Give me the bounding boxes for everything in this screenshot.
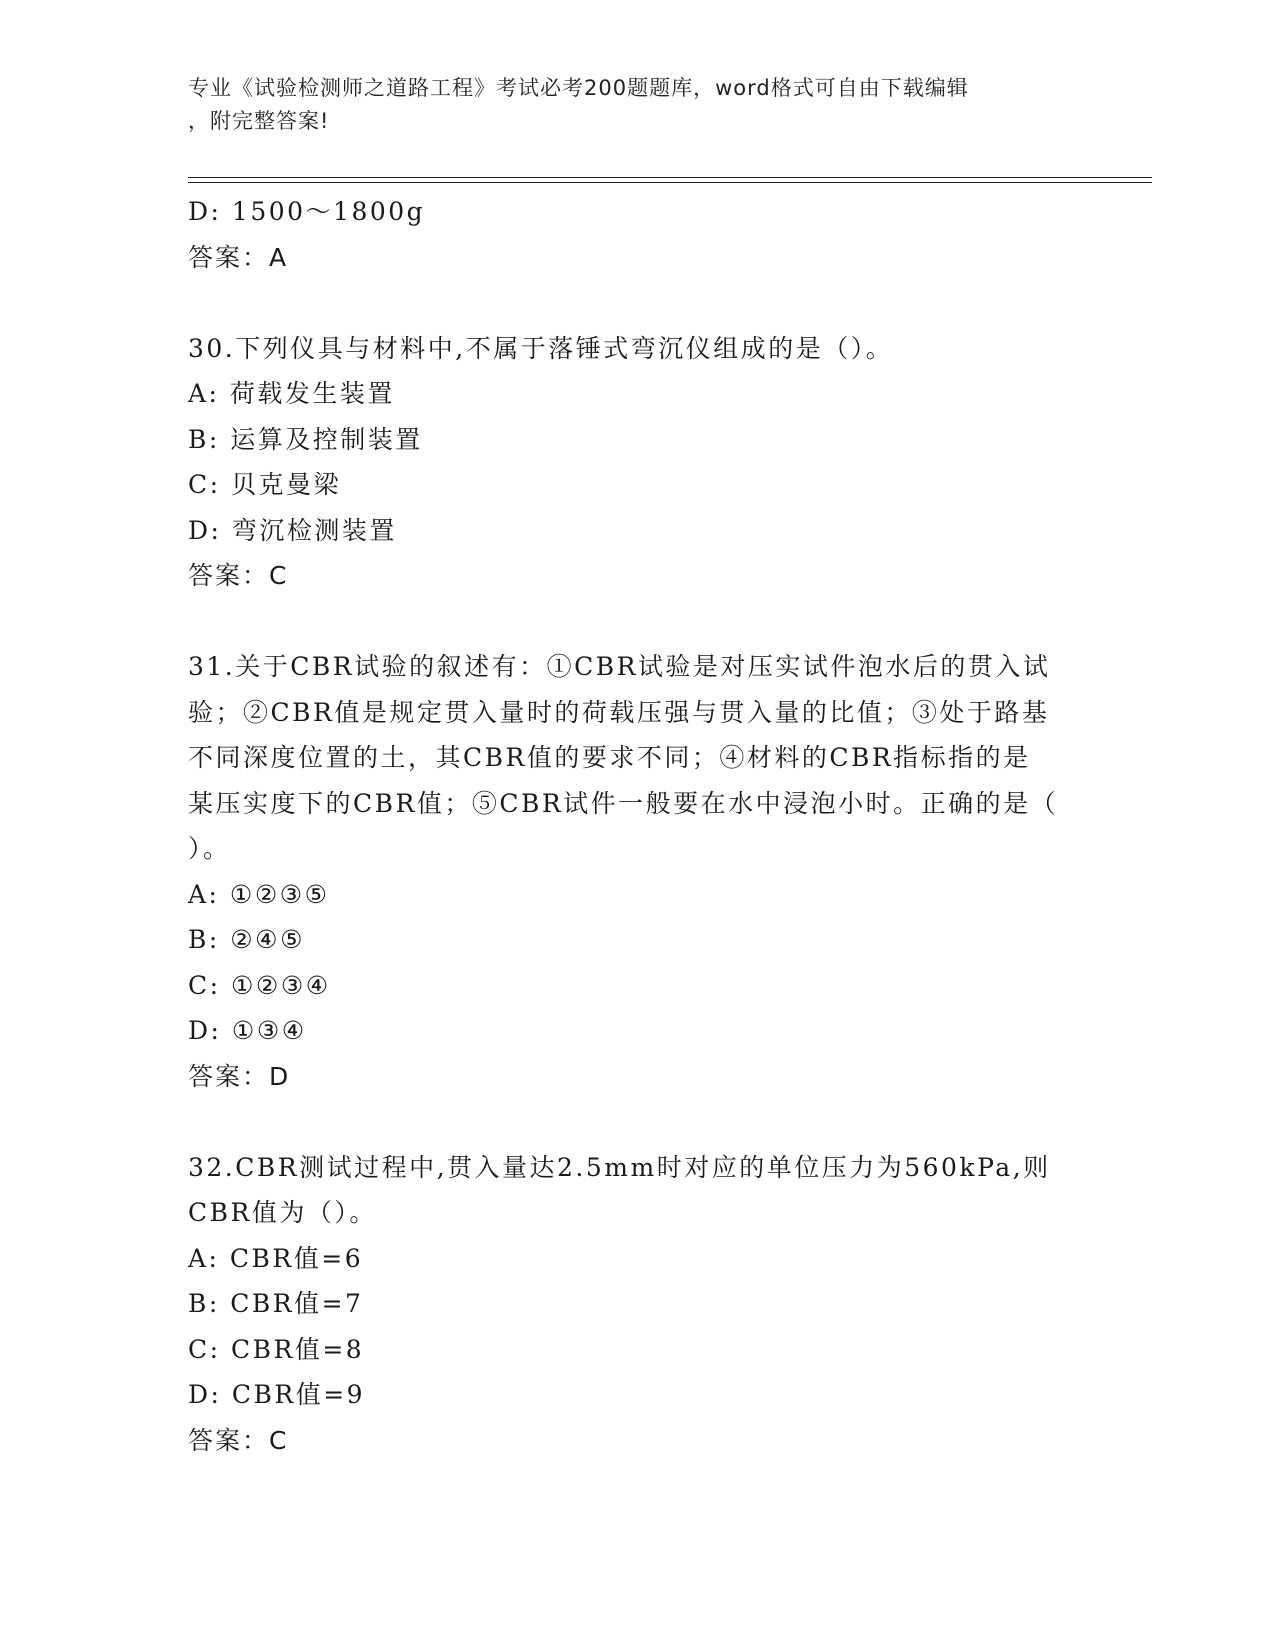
option-a: A: ①②③⑤	[188, 879, 330, 909]
question-30	[188, 326, 1088, 599]
question-stem-line: CBR值为（）。	[188, 1198, 377, 1227]
spacer	[188, 1099, 1088, 1145]
option-b: B: ②④⑤	[188, 925, 305, 954]
option-c: C: ①②③④	[188, 970, 331, 1000]
question-32	[188, 1145, 1088, 1464]
option-d: D: 1500～1800g	[188, 197, 426, 226]
question-stem: 30.下列仪具与材料中,不属于落锤式弯沉仪组成的是（）。	[188, 333, 894, 363]
header-divider-top	[188, 177, 1152, 178]
spacer	[188, 280, 1088, 326]
header-divider-bottom	[188, 182, 1152, 183]
answer-label: 答案：D	[188, 1061, 291, 1091]
question-stem-line: ）。	[188, 834, 231, 863]
option-d: D: 弯沉检测装置	[188, 515, 397, 545]
question-stem-line: 验；②CBR值是规定贯入量时的荷载压强与贯入量的比值；③处于路基	[188, 697, 1050, 727]
question-stem-line: 不同深度位置的土，其CBR值的要求不同；④材料的CBR指标指的是	[188, 743, 1031, 772]
option-a: A: 荷载发生装置	[188, 379, 395, 408]
answer-label: 答案：C	[188, 1425, 289, 1455]
answer-label: 答案：C	[188, 561, 289, 590]
spacer	[188, 599, 1088, 645]
option-d: D: ①③④	[188, 1016, 307, 1045]
option-b: B: CBR值=7	[188, 1289, 364, 1318]
document-body	[188, 189, 1088, 1463]
question-stem-line: 31.关于CBR试验的叙述有：①CBR试验是对压实试件泡水后的贯入试	[188, 652, 1051, 681]
answer-label: 答案：A	[188, 242, 289, 272]
option-c: C: CBR值=8	[188, 1334, 365, 1364]
header-line-1: 专业《试验检测师之道路工程》考试必考200题题库，word格式可自由下载编辑	[188, 76, 969, 100]
question-stem-line: 32.CBR测试过程中,贯入量达2.5mm时对应的单位压力为560kPa,则	[188, 1152, 1051, 1182]
header-line-2: ，附完整答案!	[188, 109, 330, 133]
option-c: C: 贝克曼梁	[188, 470, 341, 499]
option-a: A: CBR值=6	[188, 1243, 364, 1273]
option-d: D: CBR值=9	[188, 1380, 366, 1409]
option-b: B: 运算及控制装置	[188, 424, 423, 454]
question-stem-line: 某压实度下的CBR值；⑤CBR试件一般要在水中浸泡小时。正确的是（	[188, 788, 1059, 818]
question-31	[188, 644, 1088, 1099]
page-header	[188, 72, 1088, 138]
